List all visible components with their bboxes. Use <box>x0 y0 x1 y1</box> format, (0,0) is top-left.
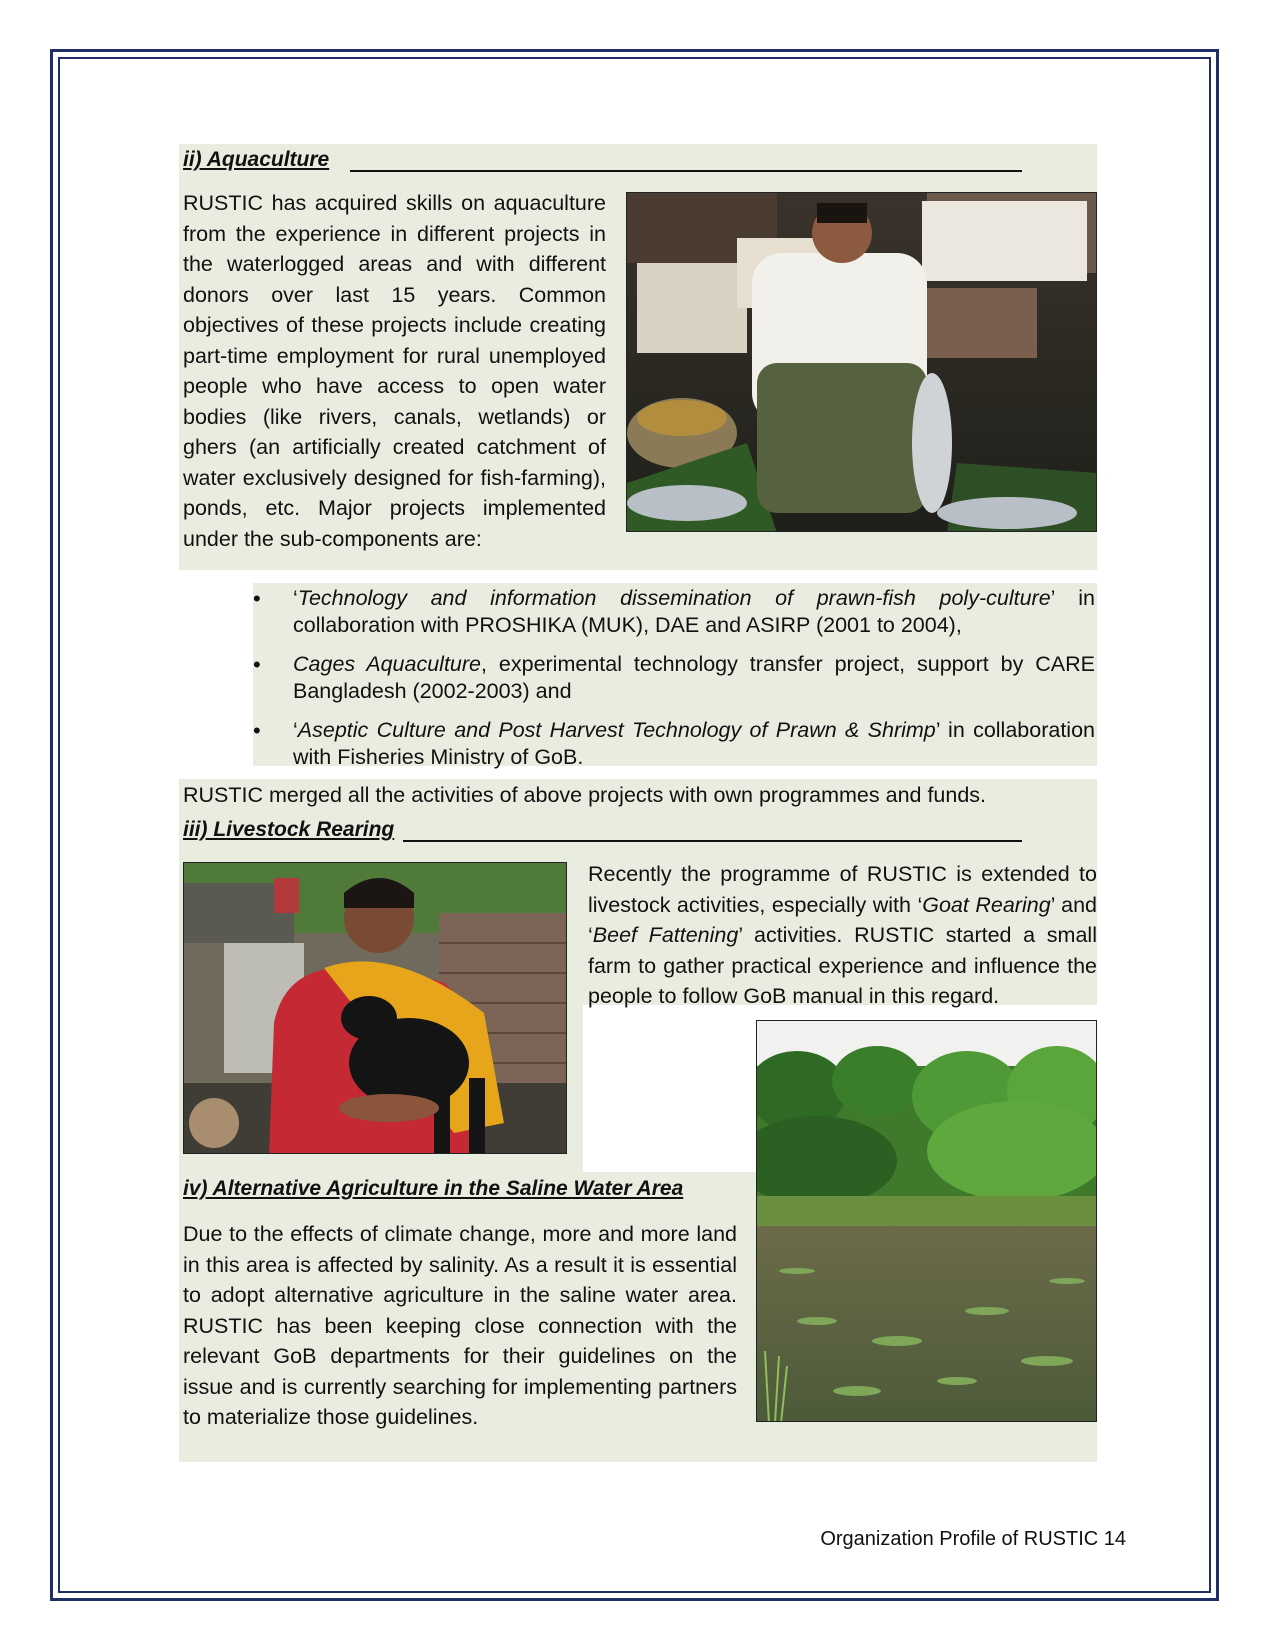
list-item: • ‘Technology and information dissemination of prawn-fish poly-culture’ in collaboration with PROSHIKA (MUK), DAE and ASIRP (2001 to 2004), <box>253 585 1095 639</box>
saline-heading: iv) Alternative Agriculture in the Saline Water Area <box>183 1177 684 1200</box>
saline-text: Due to the effects of climate change, more and more land in this area is affected by salinity. As a result it is essential to adopt alternative agriculture in the saline water area. RUSTIC has been keeping close connection with the relevant GoB departments for their guidelines on the issue and is currently searching for implementing partners to materialize those guidelines. <box>183 1222 737 1429</box>
woman-goat-photo <box>183 862 567 1154</box>
fish-farmer-photo <box>626 192 1097 532</box>
livestock-text: Recently the programme of RUSTIC is extended to livestock activities, especially with ‘Goat Rearing’ and ‘Beef Fattening’ activities. RUSTIC started a small farm to gather practical experience and influence the people to follow GoB manual in this regard. <box>588 862 1097 1008</box>
page-footer: Organization Profile of RUSTIC 14 <box>820 1528 1126 1550</box>
list-item: • ‘Aseptic Culture and Post Harvest Technology of Prawn & Shrimp’ in collaboration with Fisheries Ministry of GoB. <box>253 717 1095 771</box>
projects-list <box>253 585 1095 783</box>
aquaculture-closing: RUSTIC merged all the activities of above projects with own programmes and funds. <box>183 783 987 807</box>
saline-wetland-photo <box>756 1020 1097 1422</box>
aquaculture-heading-rule <box>350 170 1022 172</box>
livestock-heading: iii) Livestock Rearing <box>183 818 395 841</box>
aquaculture-text: RUSTIC has acquired skills on aquaculture from the experience in different projects in the waterlogged areas and with different donors over last 15 years. Common objectives of these projects include creating part-time employment for rural unemployed people who have access to open water bodies (like rivers, canals, wetlands) or ghers (an artificially created catchment of water exclusively designed for fish-farming), ponds, etc. Major projects implemented under the sub-components are: <box>183 191 606 551</box>
list-item: • Cages Aquaculture, experimental technology transfer project, support by CARE Bangladesh (2002-2003) and <box>253 651 1095 705</box>
aquaculture-heading: ii) Aquaculture <box>183 148 330 171</box>
livestock-heading-rule <box>403 840 1022 842</box>
